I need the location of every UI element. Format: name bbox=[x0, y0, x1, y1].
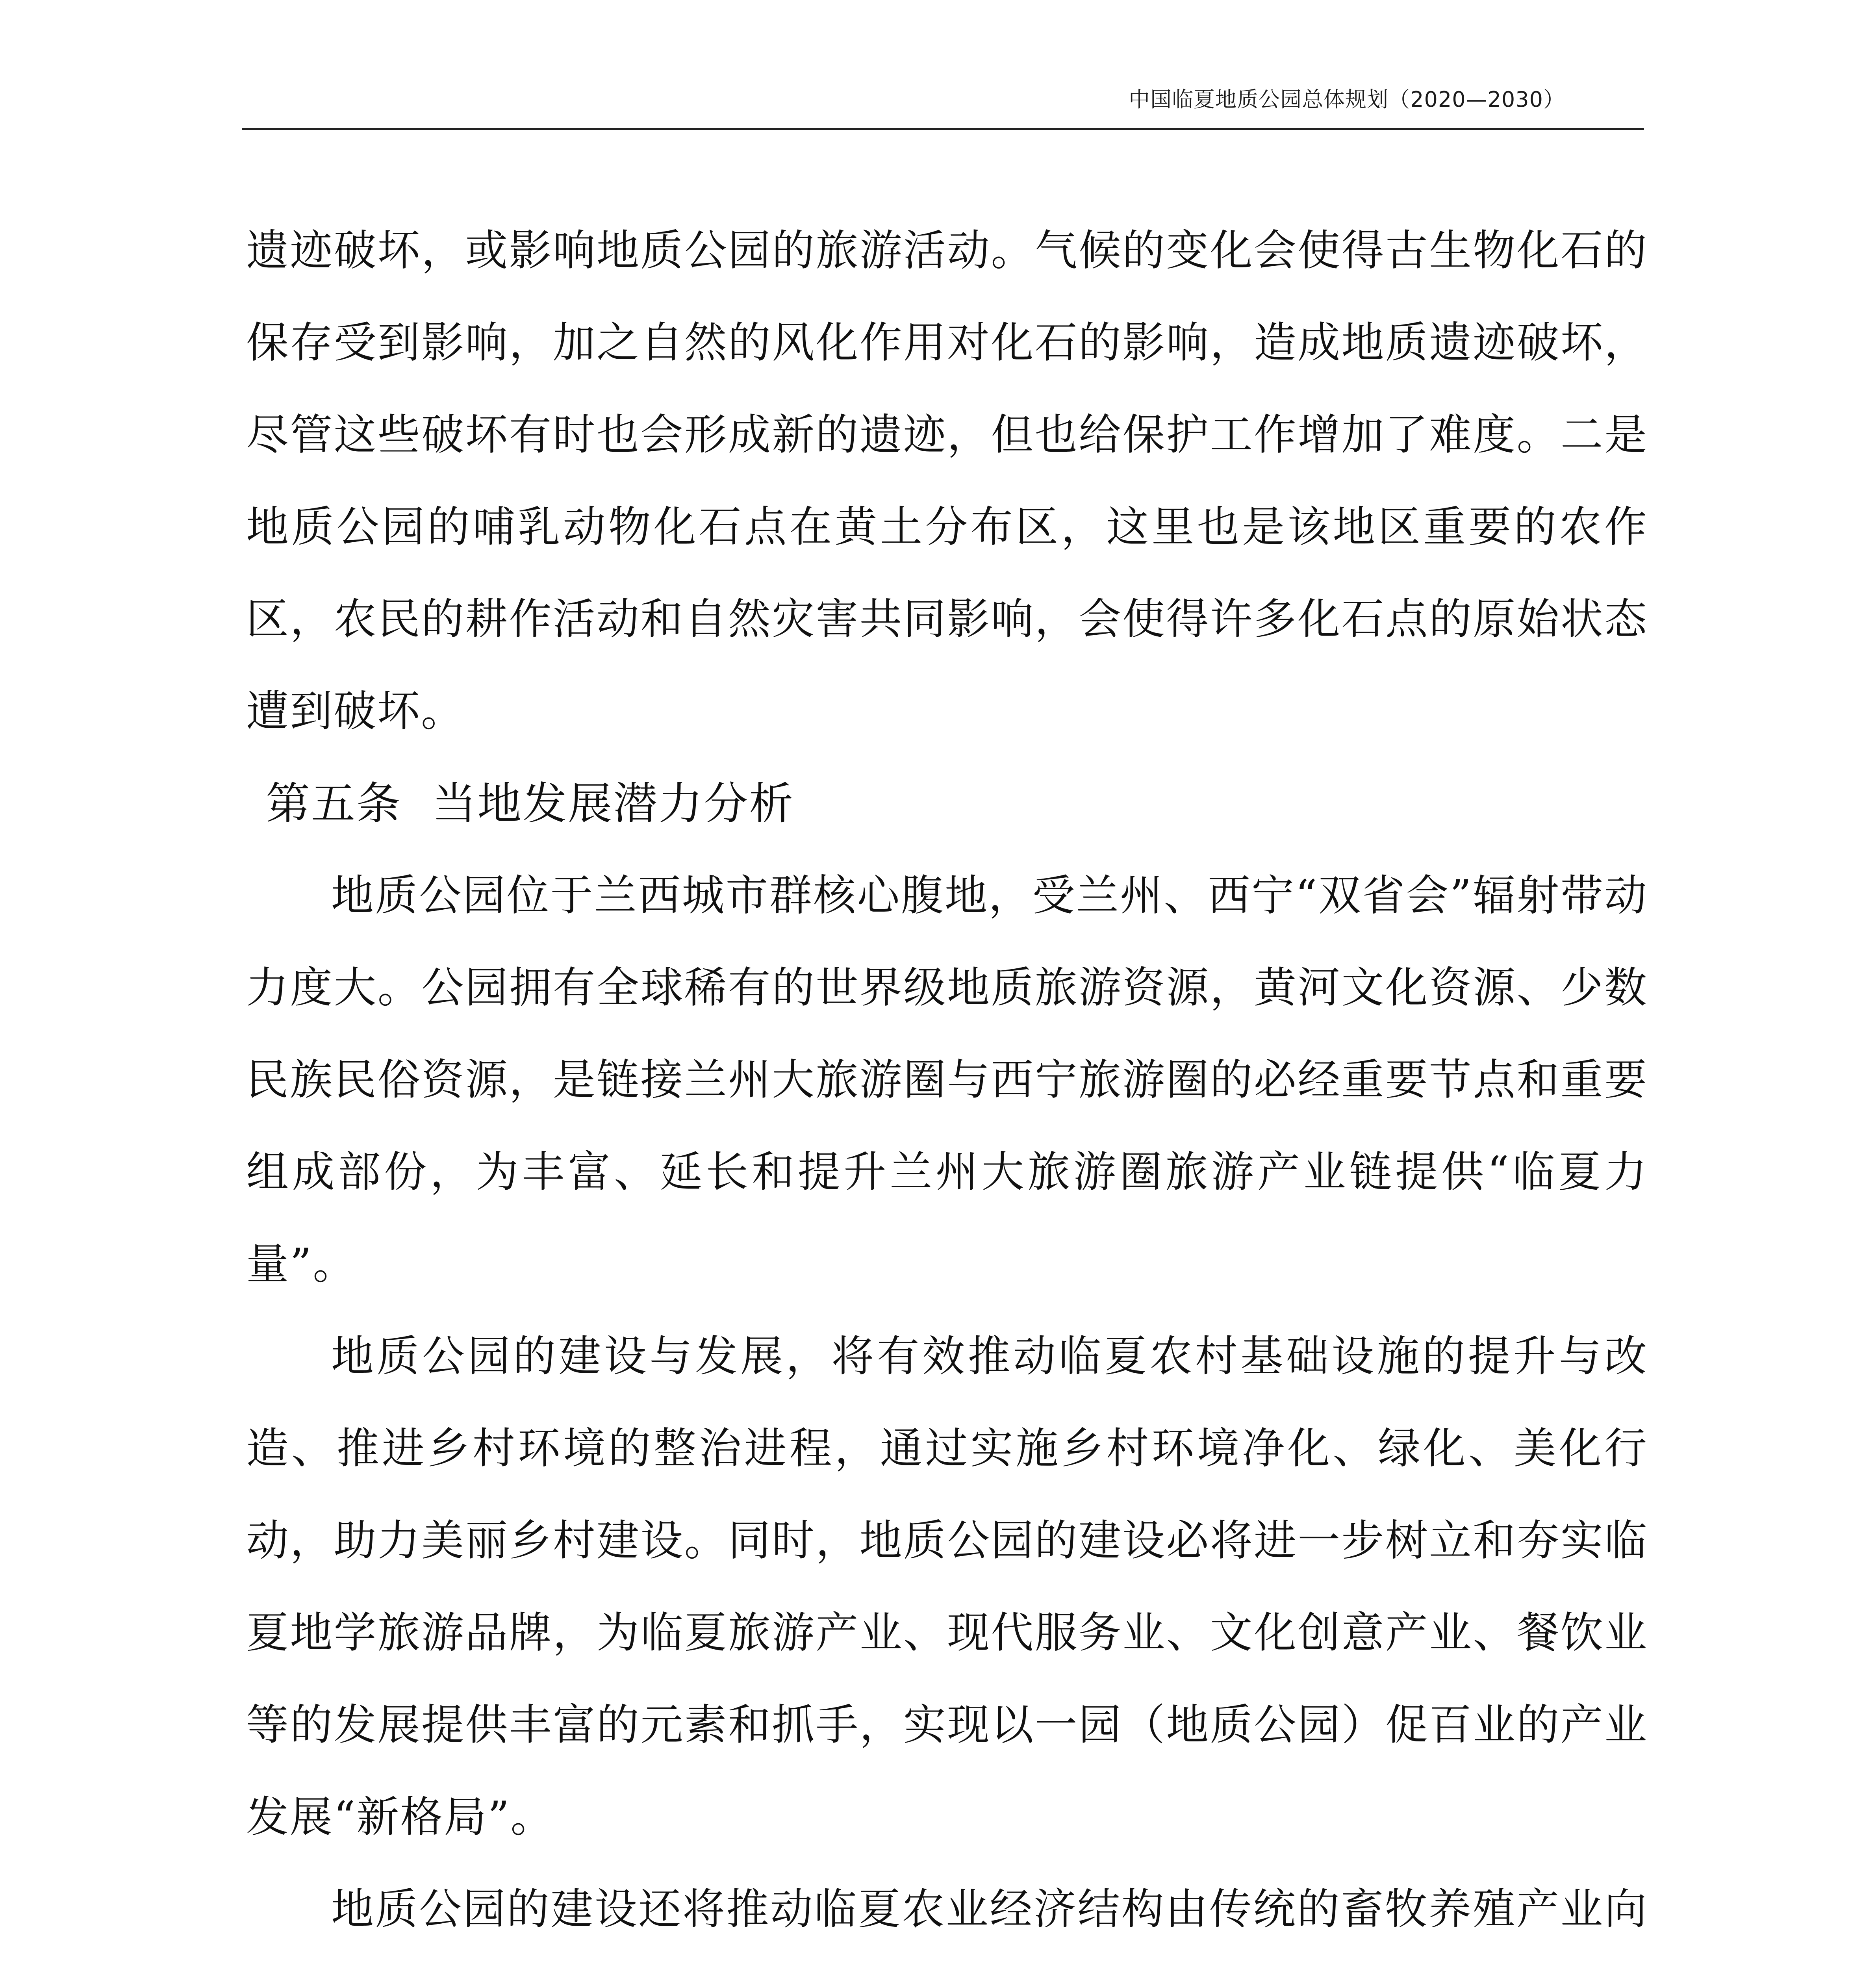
header-divider bbox=[242, 128, 1644, 130]
paragraph: 地质公园位于兰西城市群核心腹地，受兰州、西宁“双省会”辐射带动力度大。公园拥有全球稀有的世界级地质旅游资源，黄河文化资源、少数民族民俗资源，是链接兰州大旅游圈与西宁旅游圈的必经重要节点和重要组成部份，为丰富、延长和提升兰州大旅游圈旅游产业链提供“临夏力量”。 bbox=[246, 871, 1648, 1289]
paragraph: 地质公园的建设与发展，将有效推动临夏农村基础设施的提升与改造、推进乡村环境的整治进程，通过实施乡村环境净化、绿化、美化行动，助力美丽乡村建设。同时，地质公园的建设必将进一步树立和夯实临夏地学旅游品牌，为临夏旅游产业、现代服务业、文化创意产业、餐饮业等的发展提供丰富的元素和抓手，实现以一园（地质公园）促百业的产业发展“新格局”。 bbox=[246, 1332, 1648, 1842]
running-header-title: 中国临夏地质公园总体规划（2020—2030） bbox=[1129, 87, 1565, 112]
section-heading: 第五条 当地发展潜力分析 bbox=[266, 778, 795, 829]
body-text bbox=[246, 205, 1648, 1969]
paragraph-continued: 遗迹破坏，或影响地质公园的旅游活动。气候的变化会使得古生物化石的保存受到影响，加之自然的风化作用对化石的影响，造成地质遗迹破坏，尽管这些破坏有时也会形成新的遗迹，但也给保护工作增加了难度。二是地质公园的哺乳动物化石点在黄土分布区，这里也是该地区重要的农作区，农民的耕作活动和自然灾害共同影响，会使得许多化石点的原始状态遭到破坏。 bbox=[246, 226, 1648, 736]
paragraph: 地质公园的建设还将推动临夏农业经济结构由传统的畜牧养殖产业向 bbox=[331, 1885, 1648, 1934]
